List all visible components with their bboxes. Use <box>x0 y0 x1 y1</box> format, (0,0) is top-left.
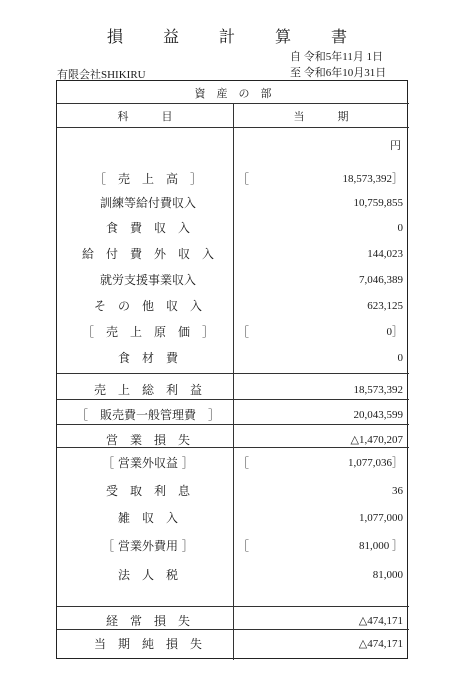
row-label: ［ 営業外収益 ］ <box>102 456 194 470</box>
row-value: 20,043,599 <box>353 409 403 421</box>
statement-row <box>57 450 409 476</box>
row-label: 法 人 税 <box>117 568 178 582</box>
statement-row <box>57 631 409 657</box>
statement-row <box>57 402 409 428</box>
statement-row <box>57 267 409 293</box>
row-value: 18,573,392 <box>353 384 403 396</box>
open-bracket: ［ <box>237 456 250 470</box>
row-value: 81,000 ］ <box>359 540 403 552</box>
period-from: 自 令和5年11月 1日 <box>290 51 384 63</box>
statement-table <box>56 80 408 659</box>
row-label: 受 取 利 息 <box>105 484 190 498</box>
section-header: 資 産 の 部 <box>194 87 272 100</box>
company-name: 有限会社SHIKIRU <box>57 69 146 81</box>
unit-label: 円 <box>390 139 401 152</box>
row-label: 雑 収 入 <box>117 511 178 525</box>
row-label: 訓練等給付費収入 <box>99 196 196 210</box>
statement-row <box>57 562 409 588</box>
open-bracket: ［ <box>237 325 250 339</box>
row-label: 営 業 損 失 <box>105 433 190 447</box>
row-label: 食 費 収 入 <box>105 221 190 235</box>
open-bracket: ［ <box>237 539 250 553</box>
open-bracket: ［ <box>237 172 250 186</box>
statement-row <box>57 533 409 559</box>
row-label: 当 期 純 損 失 <box>93 637 202 651</box>
statement-row <box>57 345 409 371</box>
row-value: 623,125 <box>367 300 403 312</box>
row-value: 36 <box>392 485 403 497</box>
row-value: 0］ <box>386 326 403 338</box>
row-value: 81,000 <box>372 569 403 581</box>
row-label: 就労支援事業収入 <box>99 273 196 287</box>
statement-row <box>57 377 409 403</box>
statement-row <box>57 241 409 267</box>
row-value: △474,171 <box>358 638 403 650</box>
row-value: △474,171 <box>358 615 403 627</box>
row-value: △1,470,207 <box>350 434 403 446</box>
statement-row <box>57 319 409 345</box>
row-value: 144,023 <box>367 248 403 260</box>
statement-row <box>57 166 409 192</box>
row-label: 食 材 費 <box>117 351 178 365</box>
row-label: ［ 営業外費用 ］ <box>102 539 194 553</box>
row-value: 1,077,036］ <box>348 457 403 469</box>
row-label: 給 付 費 外 収 入 <box>81 247 214 261</box>
col-item-header: 科 目 <box>117 110 173 123</box>
row-label: 経 常 損 失 <box>105 614 190 628</box>
row-value: 10,759,855 <box>353 197 403 209</box>
row-value: 18,573,392］ <box>342 173 403 185</box>
row-label: そ の 他 収 入 <box>93 299 202 313</box>
col-current-header: 当 期 <box>293 110 349 123</box>
statement-row <box>57 190 409 216</box>
statement-row <box>57 293 409 319</box>
row-value: 0 <box>397 222 403 234</box>
period-to: 至 令和6年10月31日 <box>290 67 387 79</box>
statement-row <box>57 505 409 531</box>
row-value: 1,077,000 <box>359 512 403 524</box>
row-value: 7,046,389 <box>359 274 403 286</box>
row-label: 売 上 総 利 益 <box>93 383 202 397</box>
statement-row <box>57 478 409 504</box>
row-label: ［ 売 上 高 ］ <box>93 172 202 186</box>
row-value: 0 <box>397 352 403 364</box>
row-label: ［ 売 上 原 価 ］ <box>81 325 214 339</box>
statement-row <box>57 215 409 241</box>
row-label: ［ 販売費一般管理費 ］ <box>75 408 220 422</box>
document-title: 損 益 計 算 書 <box>106 27 359 46</box>
